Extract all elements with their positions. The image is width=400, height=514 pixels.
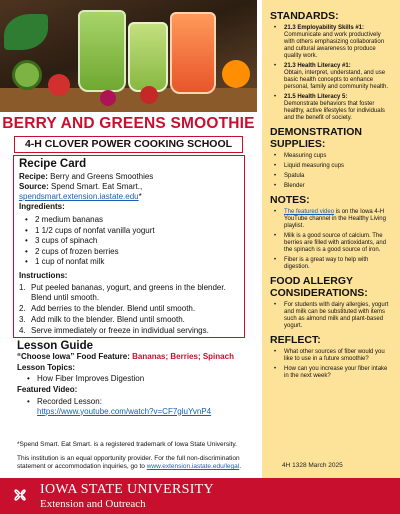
standards-list xyxy=(274,25,392,122)
list-item: • 1 1/2 cups of nonfat vanilla yogurt xyxy=(25,226,239,237)
provider-statement: This institution is an equal opportunity provider. For the full non-discrimination statement or accommodation inquiries, go to www.extension.iastate.edu/legal. xyxy=(17,455,242,470)
topics-list xyxy=(27,374,253,384)
recipe-line: Recipe: Berry and Greens Smoothies xyxy=(19,172,154,181)
list-item: • For students with dairy allergies, yogurt and milk can be substituted with items such as almond milk and plant-based yogurt. xyxy=(274,302,392,330)
list-item: • Liquid measuring cups xyxy=(274,163,392,170)
footer-bar xyxy=(0,478,400,514)
source-link[interactable]: spendsmart.extension.iastate.edu xyxy=(19,192,139,201)
reflect-heading: REFLECT: xyxy=(270,334,321,346)
recipe-card xyxy=(13,155,245,338)
ingredients-label: Ingredients: xyxy=(19,202,65,211)
page-subtitle: 4-H CLOVER POWER COOKING SCHOOL xyxy=(14,136,243,153)
recorded-lesson-link[interactable]: https://www.youtube.com/watch?v=CF7gluYvnP4 xyxy=(37,406,212,416)
source-line: Source: Spend Smart. Eat Smart., spendsmart.extension.iastate.edu* xyxy=(19,182,143,201)
document-id: 4H 1328 March 2025 xyxy=(282,462,343,469)
ingredients-list xyxy=(25,215,239,268)
allergy-heading: FOOD ALLERGY CONSIDERATIONS: xyxy=(270,275,368,299)
instructions-label: Instructions: xyxy=(19,270,68,280)
list-item: • Measuring cups xyxy=(274,153,392,160)
lesson-guide xyxy=(17,340,253,418)
list-item: • The featured video is on the Iowa 4-H YouTube channel in the Healthy Living playlist. xyxy=(274,209,392,230)
list-item: • 21.3 Health Literacy #1: Obtain, interpret, understand, and use basic health concepts to enhance personal, family and community health. xyxy=(274,63,392,91)
video-label: Featured Video: xyxy=(17,385,78,394)
list-item: • How Fiber Improves Digestion xyxy=(27,374,253,384)
video-list xyxy=(27,397,253,417)
smoothie-photo xyxy=(0,0,257,112)
trademark-note: *Spend Smart. Eat Smart. is a registered trademark of Iowa State University. xyxy=(17,441,237,448)
list-item: • Spatula xyxy=(274,173,392,180)
list-item: • 2 medium bananas xyxy=(25,215,239,226)
list-item: • 1 cup of nonfat milk xyxy=(25,257,239,268)
list-item: • 3 cups of spinach xyxy=(25,236,239,247)
university-name: IOWA STATE UNIVERSITY xyxy=(40,482,214,497)
list-item: • 21.3 Employability Skills #1: Communicate and work productively with others emphasizing collaboration and cultural awareness to produce quality work. xyxy=(274,25,392,60)
supplies-heading: DEMONSTRATION SUPPLIES: xyxy=(270,126,362,150)
list-item: • Fiber is a great way to help with digestion. xyxy=(274,257,392,271)
notes-list xyxy=(274,209,392,271)
list-item: • How can you increase your fiber intake in the next week? xyxy=(274,366,392,380)
list-item: • Milk is a good source of calcium. The berries are filled with antioxidants, and the spinach is a good source of iron. xyxy=(274,233,392,254)
sidebar xyxy=(262,0,400,478)
list-item: • Blender xyxy=(274,183,392,190)
legal-link[interactable]: www.extension.iastate.edu/legal xyxy=(146,463,240,470)
recipe-card-heading: Recipe Card xyxy=(19,158,87,170)
extension-name: Extension and Outreach xyxy=(40,498,146,510)
topics-label: Lesson Topics: xyxy=(17,362,76,372)
list-item: 2. Add berries to the blender. Blend until smooth. xyxy=(19,303,196,313)
list-item: • 2 cups of frozen berries xyxy=(25,247,239,258)
page-title: BERRY AND GREENS SMOOTHIE xyxy=(2,115,255,132)
list-item: • Recorded Lesson: https://www.youtube.com/watch?v=CF7gluYvnP4 xyxy=(27,397,253,417)
list-item: 4. Serve immediately or freeze in individual servings. xyxy=(19,325,209,335)
featured-video-link[interactable]: The featured video xyxy=(284,209,335,215)
list-item: • What other sources of fiber would you like to use in a future smoothie? xyxy=(274,349,392,363)
allergy-list xyxy=(274,302,392,330)
reflect-list xyxy=(274,349,392,380)
choose-iowa-line: “Choose Iowa” Food Feature: Bananas; Berries; Spinach xyxy=(17,352,234,361)
supplies-list xyxy=(274,153,392,190)
lesson-guide-heading: Lesson Guide xyxy=(17,340,94,352)
list-item: 1. Put peeled bananas, yogurt, and greens in the blender. Blend until smooth. xyxy=(19,282,226,302)
instructions-list xyxy=(19,283,239,336)
list-item: 3. Add milk to the blender. Blend until smooth. xyxy=(19,314,185,324)
list-item: • 21.5 Health Literacy 5: Demonstrate behaviors that foster healthy, active lifestyles for individuals and the benefit of society. xyxy=(274,94,392,122)
standards-heading: STANDARDS: xyxy=(270,10,339,22)
notes-heading: NOTES: xyxy=(270,194,310,206)
clover-logo-icon xyxy=(8,483,32,507)
